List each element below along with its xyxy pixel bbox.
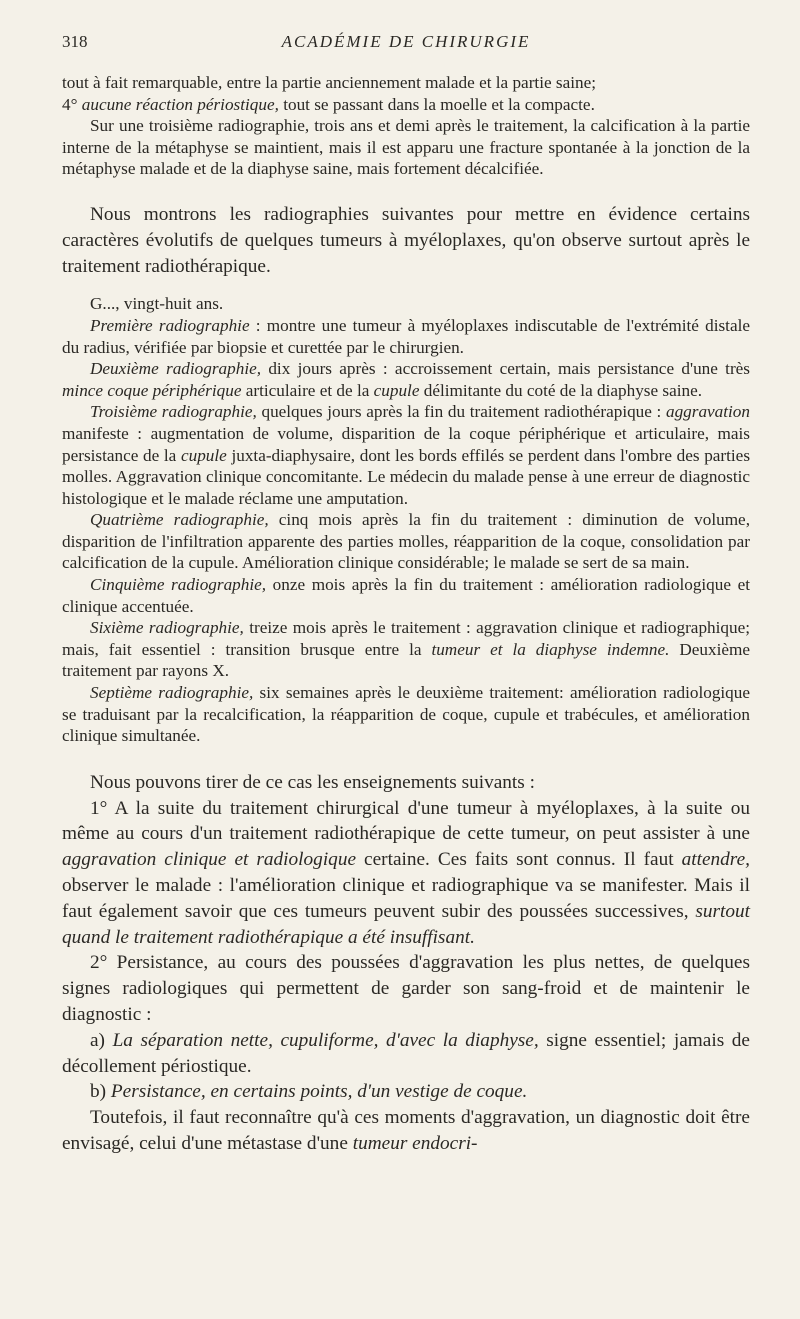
italic-text: Sixième radiographie, bbox=[90, 618, 244, 638]
case-report bbox=[62, 293, 750, 746]
italic-text: aggravation bbox=[665, 402, 750, 422]
italic-text: Quatrième radiographie, bbox=[90, 510, 269, 530]
paragraph: Sur une troisième radiographie, trois ans et demi après le traitement, la calcification à la partie interne de la métaphyse se maintient, mais il est apparu une fracture spontanée à la jonction de la métaphyse malade et de la diaphyse saine, mais fortement décalcifiée. bbox=[62, 116, 750, 179]
intro-block bbox=[62, 202, 750, 279]
page-header bbox=[62, 30, 750, 54]
italic-text: La séparation nette, cupuliforme, d'avec la diaphyse, bbox=[112, 1029, 539, 1051]
lessons-block bbox=[62, 770, 750, 1157]
running-title: ACADÉMIE DE CHIRURGIE bbox=[281, 32, 531, 51]
italic-text: Troisième radiographie, bbox=[90, 402, 257, 422]
italic-text: cupule bbox=[373, 380, 420, 400]
italic-text: Persistance, en certains points, d'un vestige de coque. bbox=[110, 1081, 528, 1103]
italic-text: attendre, bbox=[681, 849, 750, 871]
paragraph: 4° aucune réaction périostique, tout se passant dans la moelle et la compacte. bbox=[62, 94, 595, 114]
lesson-paragraph: Toutefois, il faut reconnaître qu'à ces moments d'aggravation, un diagnostic doit être envisagé, celui d'une métastase d'une tumeur endocri- bbox=[62, 1107, 750, 1154]
case-paragraph: Première radiographie : montre une tumeur à myéloplaxes indiscutable de l'extrémité distale du radius, vérifiée par biopsie et curettée par le chirurgien. bbox=[62, 315, 750, 357]
page-number: 318 bbox=[62, 32, 88, 51]
italic-text: Septième radiographie, bbox=[90, 683, 254, 703]
lesson-paragraph: Nous pouvons tirer de ce cas les enseignements suivants : bbox=[90, 771, 535, 793]
case-paragraph: G..., vingt-huit ans. bbox=[90, 294, 224, 314]
case-paragraph: Troisième radiographie, quelques jours après la fin du traitement radiothérapique : aggravation manifeste : augmentation de volume, disparition de la coque périphérique et articulaire, mais persistance de la cupule juxta-diaphysaire, dont les bords effilés se perdent dans l'ombre des parties molles. Aggravation clinique concomitante. Le médecin du malade pense à une erreur de diagnostic histologique et le malade réclame une amputation. bbox=[62, 402, 751, 508]
case-paragraph: Deuxième radiographie, dix jours après : accroissement certain, mais persistance d'une très mince coque périphérique articulaire et de la cupule délimitante du coté de la diaphyse saine. bbox=[62, 359, 751, 400]
paragraph: tout à fait remarquable, entre la partie anciennement malade et la partie saine; bbox=[62, 73, 596, 92]
italic-text: aucune réaction périostique, bbox=[81, 94, 279, 114]
italic-text: Première radiographie bbox=[90, 315, 250, 335]
lesson-paragraph: 1° A la suite du traitement chirurgical d'une tumeur à myéloplaxes, à la suite ou même au cours d'un traitement radiothérapique de cette tumeur, on peut assister à une aggravation clinique et radiologique certaine. Ces faits sont connus. Il faut attendre, observer le malade : l'amélioration clinique et radiographique va se manifester. Mais il faut également savoir que ces tumeurs peuvent subir des poussées successives, surtout quand le traitement radiothérapique a été insuffisant. bbox=[62, 797, 750, 948]
lesson-paragraph: b) Persistance, en certains points, d'un vestige de coque. bbox=[90, 1081, 528, 1103]
case-paragraph: Septième radiographie, six semaines après le deuxième traitement: amélioration radiologique se traduisant par la recalcification, la réapparition de coque, cupule et trabécules, et amélioration clinique simultanée. bbox=[62, 683, 750, 746]
italic-text: cupule bbox=[180, 445, 227, 465]
body-text bbox=[62, 72, 750, 1157]
case-paragraph: Cinquième radiographie, onze mois après la fin du traitement : amélioration radiologique et clinique accentuée. bbox=[62, 575, 750, 616]
italic-text: Deuxième radiographie, bbox=[90, 359, 262, 379]
italic-text: Cinquième radiographie, bbox=[90, 575, 267, 595]
italic-text: tumeur endocri- bbox=[352, 1132, 478, 1154]
opening-block bbox=[62, 72, 750, 180]
lesson-paragraph: 2° Persistance, au cours des poussées d'aggravation les plus nettes, de quelques signes radiologiques qui permettent de garder son sang-froid et de maintenir le diagnostic : bbox=[62, 952, 750, 1025]
case-paragraph: Quatrième radiographie, cinq mois après la fin du traitement : diminution de volume, disparition de l'infiltration apparente des parties molles, réapparition de la coque, consolidation par calcification de la cupule. Amélioration clinique considérable; le malade se sert de sa main. bbox=[62, 510, 750, 573]
case-paragraph: Sixième radiographie, treize mois après le traitement : aggravation clinique et radiographique; mais, fait essentiel : transition brusque entre la tumeur et la diaphyse indemne. Deuxième traitement par rayons X. bbox=[62, 618, 750, 681]
intro-paragraph: Nous montrons les radiographies suivantes pour mettre en évidence certains caractères évolutifs de quelques tumeurs à myéloplaxes, qu'on observe surtout après le traitement radiothérapique. bbox=[62, 203, 750, 277]
italic-text: tumeur et la diaphyse indemne. bbox=[431, 639, 670, 659]
italic-text: mince coque périphérique bbox=[62, 380, 242, 400]
lesson-paragraph: a) La séparation nette, cupuliforme, d'avec la diaphyse, signe essentiel; jamais de décollement périostique. bbox=[62, 1029, 750, 1077]
italic-text: surtout quand le traitement radiothérapique a été insuffisant. bbox=[62, 900, 750, 948]
italic-text: aggravation clinique et radiologique bbox=[62, 849, 357, 871]
